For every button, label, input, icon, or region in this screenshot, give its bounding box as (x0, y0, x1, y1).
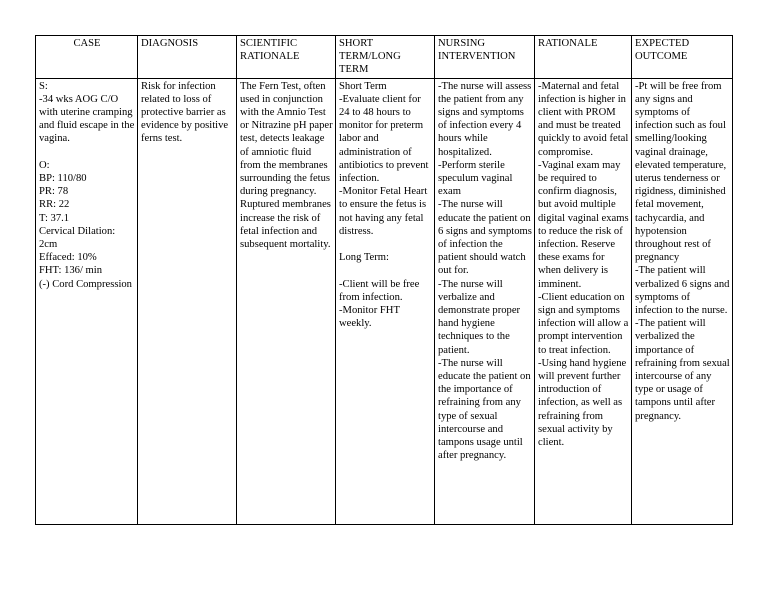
header-row (36, 36, 733, 79)
short-term-item: -Evaluate client for 24 to 48 hours to monitor for preterm labor and administration of antibiotics to prevent infection. (339, 93, 429, 185)
short-term-label: Short Term (339, 80, 387, 92)
header-expected-outcome: EXPECTED OUTCOME (632, 36, 733, 79)
short-term-item: -Monitor Fetal Heart to ensure the fetus is not having any fetal distress. (339, 186, 428, 237)
long-term-item: -Client will be free from infection. (339, 278, 420, 303)
header-diagnosis: DIAGNOSIS (138, 36, 237, 79)
rationale-item: -Maternal and fetal infection is higher in client with PROM and must be treated quickly to avoid fetal compromise. (538, 80, 629, 158)
scientific-rationale-item: The Fern Test, often used in conjunction with the Amnio Test or Nitrazine pH paper test, detects leakage of amniotic fluid from the membranes surrounding the fetus during pregnancy. (240, 80, 333, 198)
vital-temp: T: 37.1 (39, 212, 70, 224)
vital-pr: PR: 78 (39, 186, 69, 198)
nursing-intervention-item: -The nurse will assess the patient from any signs and symptoms of infection every 4 hours while hospitalized. (438, 80, 532, 158)
scientific-rationale-cell (237, 78, 336, 524)
cord-compression: (-) Cord Compression (39, 278, 132, 290)
long-term-item: -Monitor FHT weekly. (339, 305, 400, 330)
rationale-cell (535, 78, 632, 524)
header-case: CASE (36, 36, 138, 79)
header-rationale: RATIONALE (535, 36, 632, 79)
effacement: Effaced: 10% (39, 252, 97, 264)
fetal-heart-tone: FHT: 136/ min (39, 265, 103, 277)
objective-label: O: (39, 159, 50, 171)
diagnosis-cell (138, 78, 237, 524)
document-page (35, 35, 732, 525)
long-term-label: Long Term: (339, 252, 389, 264)
expected-outcome-item: -The patient will verbalized 6 signs and symptoms of infection to the nurse. (635, 265, 730, 317)
diagnosis-text: Risk for infection related to loss of protective barrier as evidence by positive ferns test. (141, 80, 229, 145)
header-short-long-term: SHORT TERM/LONG TERM (336, 36, 435, 79)
case-cell (36, 78, 138, 524)
expected-outcome-item: -Pt will be free from any signs and symptoms of infection such as foul smelling/looking vaginal drainage, elevated temperature, uterus tenderness or rigidness, diminished fetal movement, tachycardia, and hypotension throughout rest of pregnancy (635, 80, 727, 264)
header-scientific-rationale: SCIENTIFIC RATIONALE (237, 36, 336, 79)
rationale-item: -Client education on sign and symptoms infection will allow a prompt intervention to treat infection. (538, 291, 629, 356)
expected-outcome-cell (632, 78, 733, 524)
nursing-intervention-cell (435, 78, 535, 524)
table-row (36, 78, 733, 524)
rationale-item: -Using hand hygiene will prevent further introduction of infection, as well as refraining from sexual activity by client. (538, 357, 627, 449)
rationale-item: -Vaginal exam may be required to confirm diagnosis, but avoid multiple digital vaginal exams to reduce the risk of infection. Reserve these exams for when delivery is imminent. (538, 159, 629, 290)
vital-rr: RR: 22 (39, 199, 70, 211)
nursing-intervention-item: -The nurse will educate the patient on the importance of refraining from any type of sexual intercourse and tampons usage until after pregnancy. (438, 357, 531, 462)
expected-outcome-item: -The patient will verbalized the importance of refraining from sexual intercourse of any type or usage of tampons until after pregnancy. (635, 318, 730, 422)
scientific-rationale-item: Ruptured membranes increase the risk of fetal infection and subsequent mortality. (240, 199, 331, 251)
nursing-intervention-item: -The nurse will verbalize and demonstrate proper hand hygiene techniques to the patient. (438, 278, 521, 356)
header-nursing-intervention: NURSING INTERVENTION (435, 36, 535, 79)
subjective-label: S: (39, 80, 48, 92)
nursing-intervention-item: -Perform sterile speculum vaginal exam (438, 159, 513, 198)
cervical-dilation: Cervical Dilation: 2cm (39, 225, 116, 251)
nursing-care-plan-table (35, 35, 733, 525)
subjective-text: -34 wks AOG C/O with uterine cramping and fluid escape in the vagina. (39, 93, 135, 145)
nursing-intervention-item: -The nurse will educate the patient on 6 signs and symptoms of infection the patient should watch out for. (438, 199, 532, 277)
short-long-term-cell (336, 78, 435, 524)
vital-bp: BP: 110/80 (39, 173, 87, 185)
